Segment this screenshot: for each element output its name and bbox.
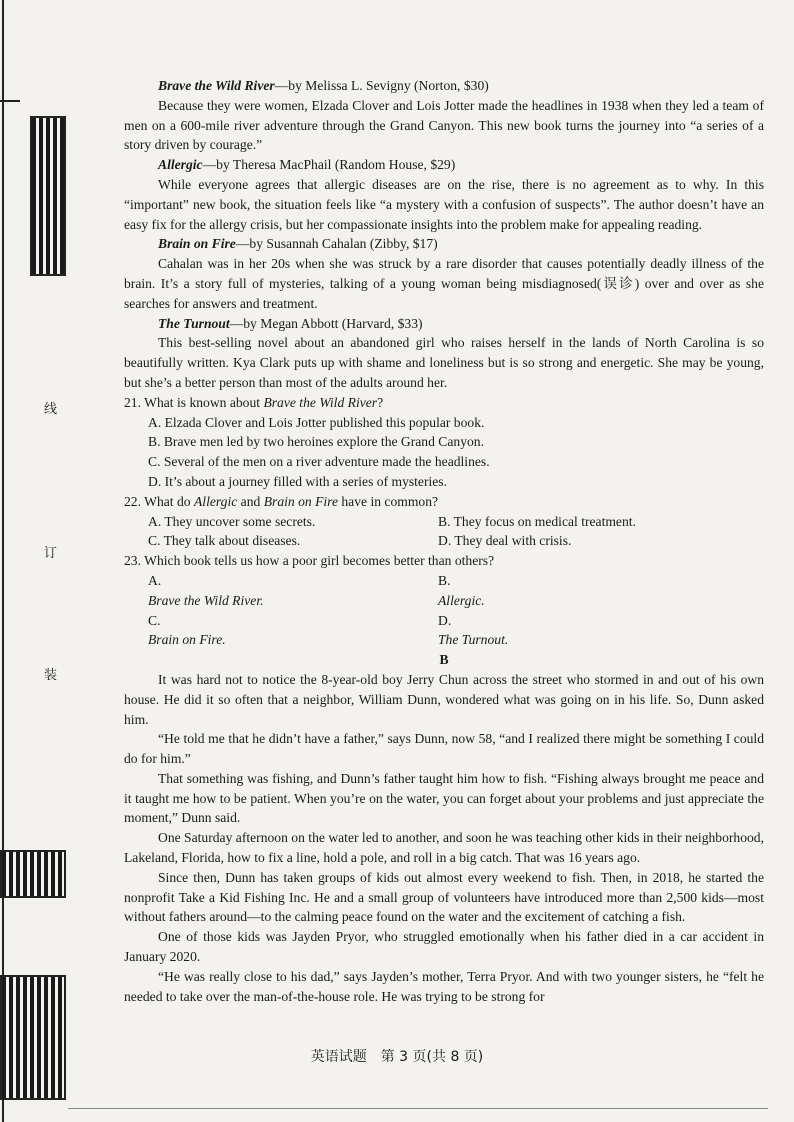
q21-option-a: A. Elzada Clover and Lois Jotter published this popular book. xyxy=(148,414,485,430)
option-letter: C. xyxy=(148,612,161,628)
option-title: The Turnout. xyxy=(438,632,509,648)
question-21 xyxy=(124,393,764,413)
passage-paragraph: “He told me that he didn’t have a father,” says Dunn, now 58, “and I realized there might be something I could do for him.” xyxy=(124,731,764,767)
book-meta: —by Theresa MacPhail (Random House, $29) xyxy=(202,157,456,173)
passage-paragraph: One Saturday afternoon on the water led to another, and soon he was teaching other kids in their neighborhood, Lakeland, Florida, how to fix a line, hold a pole, and roll in a big catch. That was 16 years ago. xyxy=(124,830,764,866)
binding-margin xyxy=(0,0,68,1122)
book-meta: —by Melissa L. Sevigny (Norton, $30) xyxy=(274,78,489,93)
question-stem: 21. What is known about xyxy=(124,394,264,410)
option-letter: D. xyxy=(438,612,452,628)
book-desc-3: Cahalan was in her 20s when she was struck by a rare disorder that causes potentially deadly illness of the brain. It’s a story full of mysteries, talking of a young woman being misdiagnosed(误诊) over and over as she searches for answers and treatment. xyxy=(124,256,764,311)
passage-paragraph: That something was fishing, and Dunn’s father taught him how to fish. “Fishing always brought me peace and it taught me how to be patient. When you’re on the water, you can forget about your problems and just appreciate the moment,” Dunn said. xyxy=(124,770,764,826)
question-stem-title: Brave the Wild River xyxy=(263,394,378,410)
binding-barcode-bottom xyxy=(0,975,66,1100)
question-22 xyxy=(124,492,764,512)
option-letter: B. xyxy=(438,572,451,588)
book-desc-2: While everyone agrees that allergic diseases are on the rise, there is no agreement as to why. In this “important” new book, the situation feels like “a mystery with a confusion of suspects”. The author doesn’t have an easy fix for the allergy crisis, but her compassionate insights into the problem make for appealing reading. xyxy=(124,176,764,232)
book-title: Brain on Fire xyxy=(158,236,236,252)
q21-option-b: B. Brave men led by two heroines explore the Grand Canyon. xyxy=(148,434,484,450)
question-stem-mid: and xyxy=(237,493,264,509)
book-desc-4: This best-selling novel about an abandoned girl who raises herself in the lands of North Carolina is so beautifully written. Kya Clark puts up with shame and loneliness but is so strong and energetic. She may be young, but she’s a better person than most of the adults around her. xyxy=(124,335,764,390)
q22-options-row-2 xyxy=(124,531,764,551)
page-bottom-rule xyxy=(68,1108,768,1109)
page-footer: 英语试题 第 3 页(共 8 页) xyxy=(310,1049,484,1065)
exam-content xyxy=(124,76,764,1006)
book-title: Brave the Wild River xyxy=(158,78,275,93)
passage-paragraph: One of those kids was Jayden Pryor, who struggled emotionally when his father died in a car accident in January 2020. xyxy=(124,929,764,965)
book-meta: —by Megan Abbott (Harvard, $33) xyxy=(229,315,423,331)
q23-option-d xyxy=(438,611,728,651)
book-desc-1: Because they were women, Elzada Clover and Lois Jotter made the headlines in 1938 when they led a team of men on a 600-mile river adventure through the Grand Canyon. This new book turns the journey into “a series of a story driven by courage.” xyxy=(124,97,764,153)
option-letter: A. xyxy=(148,572,162,588)
binding-tick xyxy=(0,100,20,102)
book-heading-4 xyxy=(124,314,764,334)
question-stem-end: have in common? xyxy=(337,493,439,509)
binding-edge-line xyxy=(2,0,4,1122)
q23-options-row-1 xyxy=(124,571,764,611)
q22-option-d: D. They deal with crisis. xyxy=(438,533,572,549)
book-heading-1 xyxy=(124,76,764,96)
passage-paragraph: “He was really close to his dad,” says Jayden’s mother, Terra Pryor. And with two younger sisters, he “felt he needed to take over the man-of-the-house role. He was trying to be strong for xyxy=(124,968,764,1004)
book-title: The Turnout xyxy=(158,315,230,331)
section-heading-b: B xyxy=(439,652,449,668)
binding-label-staple: 订 xyxy=(44,546,58,561)
q22-option-a: A. They uncover some secrets. xyxy=(148,513,316,529)
q23-option-b xyxy=(438,571,728,611)
binding-barcode-mid xyxy=(0,850,66,898)
passage-paragraph: It was hard not to notice the 8-year-old boy Jerry Chun across the street who stormed in and out of his own house. He did it so often that a neighbor, William Dunn, wondered what was going on in his life. So, Dunn asked him. xyxy=(124,671,764,727)
book-title: Allergic xyxy=(158,157,203,173)
book-heading-3 xyxy=(124,234,764,254)
option-title: Allergic. xyxy=(438,592,485,608)
q23-option-c xyxy=(148,611,438,651)
q23-options-row-2 xyxy=(124,611,764,651)
book-heading-2 xyxy=(124,155,764,175)
option-title: Brave the Wild River. xyxy=(148,592,264,608)
question-23: 23. Which book tells us how a poor girl becomes better than others? xyxy=(124,553,495,569)
passage-paragraph: Since then, Dunn has taken groups of kids out almost every weekend to fish. Then, in 2018, he started the nonprofit Take a Kid Fishing Inc. He and a small group of volunteers have introduced more than 2,500 kids—most without fathers around—to the calming peace found on the water and the excitement of catching a fish. xyxy=(124,869,764,925)
binding-label-bind: 装 xyxy=(44,668,58,683)
question-stem-title: Brain on Fire xyxy=(263,493,338,509)
question-stem-end: ? xyxy=(377,394,384,410)
binding-label-line: 线 xyxy=(44,402,58,417)
q22-option-c: C. They talk about diseases. xyxy=(148,533,301,549)
q21-option-c: C. Several of the men on a river adventure made the headlines. xyxy=(148,454,490,470)
book-meta: —by Susannah Cahalan (Zibby, $17) xyxy=(235,236,438,252)
question-stem: 22. What do xyxy=(124,493,194,509)
q21-option-d: D. It’s about a journey filled with a series of mysteries. xyxy=(148,473,447,489)
q22-option-b: B. They focus on medical treatment. xyxy=(438,513,636,529)
q23-option-a xyxy=(148,571,438,611)
binding-barcode-top xyxy=(30,116,66,276)
q22-options-row-1 xyxy=(124,512,764,532)
question-stem-title: Allergic xyxy=(193,493,238,509)
option-title: Brain on Fire. xyxy=(148,632,226,648)
